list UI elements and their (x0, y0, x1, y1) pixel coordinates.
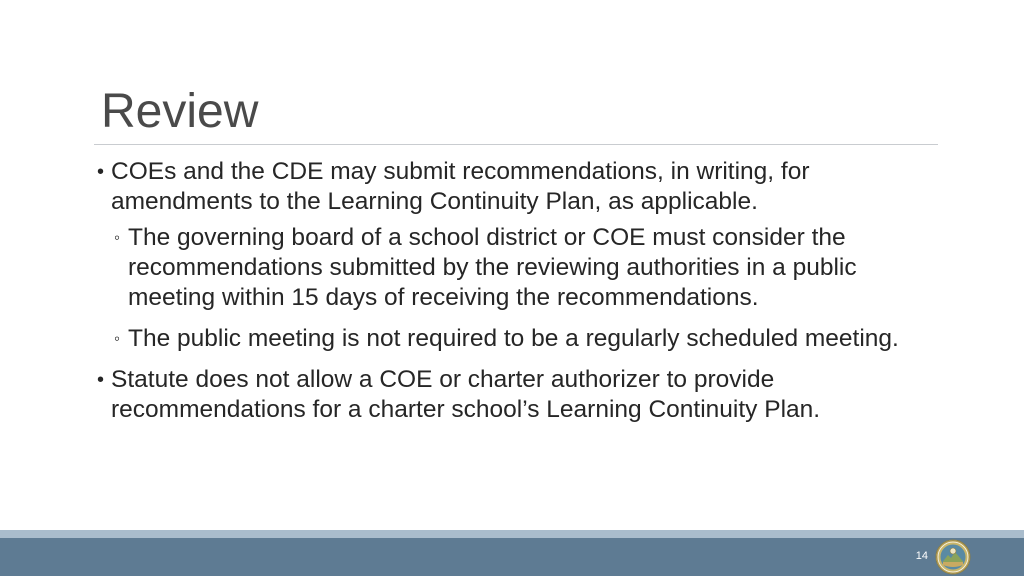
subbullet-ring-icon: ◦ (114, 228, 121, 247)
page-number: 14 (915, 550, 928, 562)
slide-title: Review (101, 85, 259, 138)
bullet-text: COEs and the CDE may submit recommendations, in writing, for amendments to the Learning Continuity Plan, as applicable. (111, 158, 810, 215)
footer-accent-band (0, 530, 1024, 538)
bullet-dot-icon: • (97, 161, 105, 183)
title-divider (94, 144, 938, 145)
bullet-item (96, 365, 936, 425)
subbullet-ring-icon: ◦ (114, 329, 121, 348)
subbullet-text: The governing board of a school district or COE must consider the recommendations submitted by the reviewing authorities in a public meeting within 15 days of receiving the recommendations. (128, 224, 857, 311)
subbullet-text: The public meeting is not required to be a regularly scheduled meeting. (128, 325, 899, 352)
subbullet-item (116, 324, 936, 354)
bullet-item (96, 157, 936, 217)
subbullet-item (116, 223, 936, 313)
slide-content (96, 157, 936, 431)
footer-bar (0, 538, 1024, 576)
bullet-dot-icon: • (97, 369, 105, 391)
bullet-text: Statute does not allow a COE or charter authorizer to provide recommendations for a charter school’s Learning Continuity Plan. (111, 366, 821, 423)
state-seal-icon (935, 539, 971, 575)
